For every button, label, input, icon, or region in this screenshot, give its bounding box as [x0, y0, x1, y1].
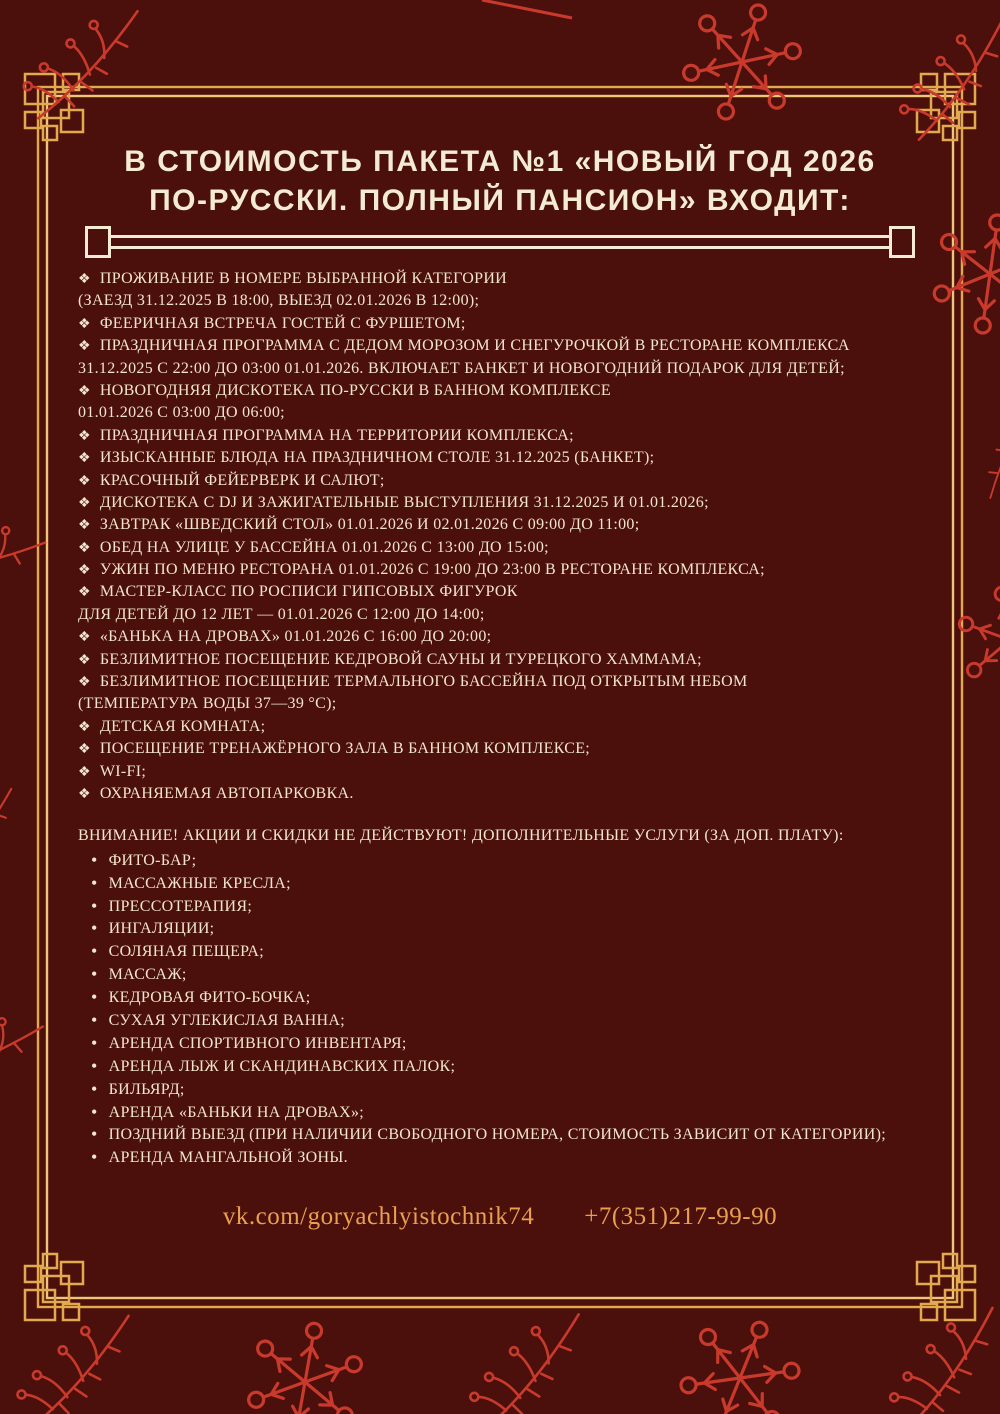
diamond-bullet-icon: ❖	[78, 630, 91, 646]
extras-item-text: БИЛЬЯРД;	[108, 1080, 185, 1098]
extras-item-text: СУХАЯ УГЛЕКИСЛАЯ ВАННА;	[108, 1012, 345, 1030]
included-list-line	[78, 649, 930, 671]
included-line-text: ПОСЕЩЕНИЕ ТРЕНАЖЁРНОГО ЗАЛА В БАННОМ КОМПЛЕКСЕ;	[99, 740, 591, 758]
extras-item-text: ИНГАЛЯЦИИ;	[108, 920, 215, 938]
diamond-bullet-icon: ❖	[78, 495, 91, 511]
included-line-text: 31.12.2025 С 22:00 ДО 03:00 01.01.2026. ВКЛЮЧАЕТ БАНКЕТ И НОВОГОДНИЙ ПОДАРОК ДЛЯ ДЕТЕЙ;	[78, 359, 845, 377]
included-line-text: ДЛЯ ДЕТЕЙ ДО 12 ЛЕТ — 01.01.2026 С 12:00 ДО 14:00;	[78, 605, 485, 623]
included-line-text: МАСТЕР-КЛАСС ПО РОСПИСИ ГИПСОВЫХ ФИГУРОК	[99, 583, 518, 601]
dot-bullet-icon: •	[91, 1032, 98, 1053]
extras-list-item	[78, 1122, 930, 1145]
dot-bullet-icon: •	[91, 849, 98, 870]
included-line-text: 01.01.2026 С 03:00 ДО 06:00;	[78, 404, 285, 422]
extras-list-item	[78, 1008, 930, 1031]
dot-bullet-icon: •	[91, 1055, 98, 1076]
extras-item-text: КЕДРОВАЯ ФИТО-БОЧКА;	[108, 989, 311, 1007]
dot-bullet-icon: •	[91, 1101, 98, 1122]
diamond-bullet-icon: ❖	[78, 451, 91, 467]
included-list-line	[78, 626, 930, 648]
dot-bullet-icon: •	[91, 1078, 98, 1099]
included-list-line	[78, 716, 930, 738]
included-line-text: ОБЕД НА УЛИЦЕ У БАССЕЙНА 01.01.2026 С 13:00 ДО 15:00;	[99, 538, 549, 556]
included-line-text: УЖИН ПО МЕНЮ РЕСТОРАНА 01.01.2026 С 19:00 ДО 23:00 В РЕСТОРАНЕ КОМПЛЕКСА;	[99, 561, 765, 579]
diamond-bullet-icon: ❖	[78, 585, 91, 601]
extras-item-text: ПРЕССОТЕРАПИЯ;	[108, 897, 253, 915]
extras-item-text: АРЕНДА СПОРТИВНОГО ИНВЕНТАРЯ;	[108, 1034, 407, 1052]
included-line-text: «БАНЬКА НА ДРОВАХ» 01.01.2026 С 16:00 ДО 20:00;	[99, 628, 492, 646]
title-line-2: ПО-РУССКИ. ПОЛНЫЙ ПАНСИОН» ВХОДИТ:	[149, 184, 851, 217]
extras-list-item	[78, 916, 930, 939]
included-line-text: WI-FI;	[99, 762, 147, 780]
included-list-line	[78, 783, 930, 805]
included-list-line	[78, 671, 930, 693]
included-line-text: (ТЕМПЕРАТУРА ВОДЫ 37—39 °С);	[78, 695, 337, 713]
included-line-text: ОХРАНЯЕМАЯ АВТОПАРКОВКА.	[99, 784, 354, 802]
included-list-line	[78, 537, 930, 559]
diamond-bullet-icon: ❖	[78, 719, 91, 735]
included-line-text: (ЗАЕЗД 31.12.2025 В 18:00, ВЫЕЗД 02.01.2026 В 12:00);	[78, 292, 480, 310]
diamond-bullet-icon: ❖	[78, 383, 91, 399]
dot-bullet-icon: •	[91, 1010, 98, 1031]
included-list-line	[78, 402, 930, 424]
included-list	[78, 268, 930, 805]
dot-bullet-icon: •	[91, 987, 98, 1008]
extras-list-item	[78, 939, 930, 962]
included-line-text: ПРОЖИВАНИЕ В НОМЕРЕ ВЫБРАННОЙ КАТЕГОРИИ	[99, 270, 508, 287]
diamond-bullet-icon: ❖	[78, 652, 91, 668]
included-list-line	[78, 268, 930, 290]
included-list-line	[78, 761, 930, 783]
diamond-bullet-icon: ❖	[78, 675, 91, 691]
body-text	[78, 268, 930, 1168]
included-line-text: НОВОГОДНЯЯ ДИСКОТЕКА ПО-РУССКИ В БАННОМ КОМПЛЕКСЕ	[99, 381, 611, 399]
included-list-line	[78, 693, 930, 715]
included-list-line	[78, 380, 930, 402]
diamond-bullet-icon: ❖	[78, 339, 91, 355]
included-line-text: ДИСКОТЕКА С DJ И ЗАЖИГАТЕЛЬНЫЕ ВЫСТУПЛЕНИЯ 31.12.2025 И 01.01.2026;	[99, 493, 709, 511]
footer	[0, 1203, 1000, 1231]
diamond-bullet-icon: ❖	[78, 272, 91, 287]
included-line-text: ИЗЫСКАННЫЕ БЛЮДА НА ПРАЗДНИЧНОМ СТОЛЕ 31.12.2025 (БАНКЕТ);	[99, 449, 655, 467]
included-line-text: ЗАВТРАК «ШВЕДСКИЙ СТОЛ» 01.01.2026 И 02.01.2026 С 09:00 ДО 11:00;	[99, 516, 640, 534]
title-line-1: В СТОИМОСТЬ ПАКЕТА №1 «НОВЫЙ ГОД 2026	[124, 145, 876, 178]
included-line-text: БЕЗЛИМИТНОЕ ПОСЕЩЕНИЕ ТЕРМАЛЬНОГО БАССЕЙНА ПОД ОТКРЫТЫМ НЕБОМ	[99, 673, 748, 691]
dot-bullet-icon: •	[91, 1124, 98, 1145]
included-list-line	[78, 470, 930, 492]
extras-list-item	[78, 1031, 930, 1054]
included-list-line	[78, 559, 930, 581]
divider-bar	[111, 235, 889, 249]
title-divider	[85, 227, 915, 257]
included-line-text: КРАСОЧНЫЙ ФЕЙЕРВЕРК И САЛЮТ;	[99, 471, 385, 489]
extras-item-text: АРЕНДА ЛЫЖ И СКАНДИНАВСКИХ ПАЛОК;	[108, 1057, 456, 1075]
diamond-bullet-icon: ❖	[78, 563, 91, 579]
included-list-line	[78, 335, 930, 357]
diamond-bullet-icon: ❖	[78, 473, 91, 489]
included-line-text: ПРАЗДНИЧНАЯ ПРОГРАММА С ДЕДОМ МОРОЗОМ И СНЕГУРОЧКОЙ В РЕСТОРАНЕ КОМПЛЕКСА	[99, 337, 850, 355]
divider-endcap-right	[889, 226, 915, 258]
diamond-bullet-icon: ❖	[78, 316, 91, 332]
included-list-line	[78, 492, 930, 514]
page-title	[0, 142, 1000, 220]
dot-bullet-icon: •	[91, 895, 98, 916]
included-line-text: ФЕЕРИЧНАЯ ВСТРЕЧА ГОСТЕЙ С ФУРШЕТОМ;	[99, 314, 466, 332]
phone-number[interactable]: +7(351)217-99-90	[584, 1203, 778, 1230]
extras-item-text: ФИТО-БАР;	[108, 851, 197, 869]
extras-list	[78, 848, 930, 1168]
divider-endcap-left	[85, 226, 111, 258]
extras-item-text: АРЕНДА «БАНЬКИ НА ДРОВАХ»;	[108, 1103, 365, 1121]
dot-bullet-icon: •	[91, 1147, 98, 1168]
extras-list-item	[78, 1054, 930, 1077]
included-list-line	[78, 514, 930, 536]
extras-list-item	[78, 894, 930, 917]
included-list-line	[78, 581, 930, 603]
diamond-bullet-icon: ❖	[78, 742, 91, 758]
included-list-line	[78, 290, 930, 312]
dot-bullet-icon: •	[91, 918, 98, 939]
included-list-line	[78, 358, 930, 380]
included-list-line	[78, 738, 930, 760]
diamond-bullet-icon: ❖	[78, 518, 91, 534]
extras-list-item	[78, 848, 930, 871]
included-line-text: ПРАЗДНИЧНАЯ ПРОГРАММА НА ТЕРРИТОРИИ КОМПЛЕКСА;	[99, 426, 574, 444]
included-list-line	[78, 447, 930, 469]
diamond-bullet-icon: ❖	[78, 764, 91, 780]
dot-bullet-icon: •	[91, 872, 98, 893]
extras-list-item	[78, 962, 930, 985]
dot-bullet-icon: •	[91, 941, 98, 962]
included-line-text: БЕЗЛИМИТНОЕ ПОСЕЩЕНИЕ КЕДРОВОЙ САУНЫ И ТУРЕЦКОГО ХАММАМА;	[99, 650, 702, 668]
attention-note: ВНИМАНИЕ! АКЦИИ И СКИДКИ НЕ ДЕЙСТВУЮТ! ДОПОЛНИТЕЛЬНЫЕ УСЛУГИ (ЗА ДОП. ПЛАТУ):	[78, 827, 844, 845]
extras-list-item	[78, 1077, 930, 1100]
extras-list-item	[78, 1145, 930, 1168]
diamond-bullet-icon: ❖	[78, 428, 91, 444]
extras-item-text: МАССАЖНЫЕ КРЕСЛА;	[108, 874, 291, 892]
dot-bullet-icon: •	[91, 964, 98, 985]
included-list-line	[78, 604, 930, 626]
included-list-line	[78, 425, 930, 447]
vk-link[interactable]: vk.com/goryachlyistochnik74	[222, 1203, 535, 1230]
diamond-bullet-icon: ❖	[78, 540, 91, 556]
extras-item-text: СОЛЯНАЯ ПЕЩЕРА;	[108, 943, 264, 961]
extras-list-item	[78, 985, 930, 1008]
included-line-text: ДЕТСКАЯ КОМНАТА;	[99, 717, 266, 735]
extras-item-text: ПОЗДНИЙ ВЫЕЗД (ПРИ НАЛИЧИИ СВОБОДНОГО НОМЕРА, СТОИМОСТЬ ЗАВИСИТ ОТ КАТЕГОРИИ);	[108, 1126, 886, 1144]
extras-list-item	[78, 1100, 930, 1123]
diamond-bullet-icon: ❖	[78, 786, 91, 802]
extras-list-item	[78, 871, 930, 894]
extras-item-text: АРЕНДА МАНГАЛЬНОЙ ЗОНЫ.	[108, 1149, 348, 1167]
included-list-line	[78, 313, 930, 335]
extras-item-text: МАССАЖ;	[108, 966, 187, 984]
